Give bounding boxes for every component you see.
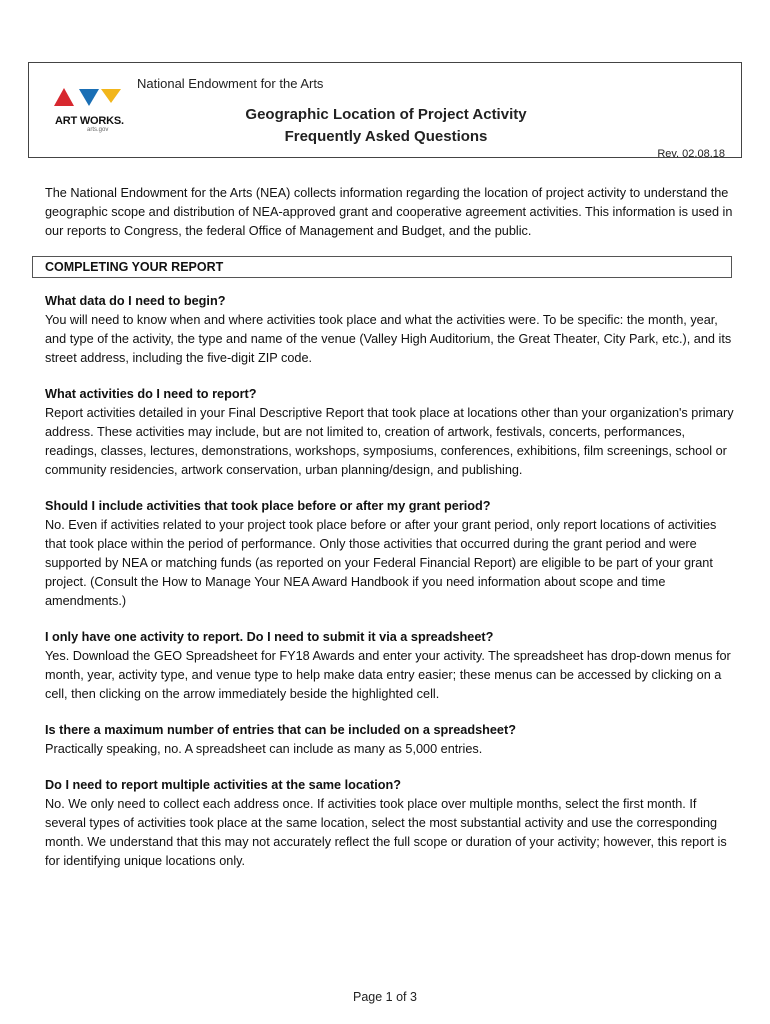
faq-answer: Practically speaking, no. A spreadsheet can include as many as 5,000 entries. bbox=[45, 742, 483, 756]
faq-answer: No. Even if activities related to your project took place before or after your grant period, only report locations of activities that took place within the period of performance. Only those activities that occurred during the grant period and were supported by NEA or matching funds (as reported on your Federal Financial Report) are eligible to be part of your grant project. (Consult the How to Manage Your NEA Award Handbook if you need information about scope and time amendments.) bbox=[45, 518, 717, 608]
faq-item bbox=[45, 721, 735, 759]
faq-item bbox=[45, 292, 735, 368]
logo-subtext: arts.gov bbox=[87, 127, 109, 133]
faq-item bbox=[45, 497, 735, 611]
section-heading: COMPLETING YOUR REPORT bbox=[32, 256, 732, 278]
logo-text: ART WORKS. bbox=[55, 115, 124, 127]
revision-date: Rev. 02.08.18 bbox=[657, 148, 725, 160]
title-line-2: Frequently Asked Questions bbox=[284, 128, 488, 145]
faq-item bbox=[45, 385, 735, 480]
faq-item bbox=[45, 776, 735, 871]
faq-answer: No. We only need to collect each address once. If activities took place over multiple months, select the first month. If several types of activities took place at the same location, select the most substantial activity and use the corresponding month. We understand that this may not accurately reflect the full scope or duration of your activity; however, this report is for identifying unique locations only. bbox=[45, 797, 727, 868]
faq-question: Should I include activities that took place before or after my grant period? bbox=[45, 499, 491, 513]
faq-answer: Yes. Download the GEO Spreadsheet for FY18 Awards and enter your activity. The spreadsheet has drop-down menus for month, year, activity type, and venue type to help make data entry easier; these menus can be accessed by clicking on a cell, then clicking on the arrow immediately beside the highlighted cell. bbox=[45, 649, 731, 701]
title-line-1: Geographic Location of Project Activity bbox=[245, 106, 527, 123]
faq-question: I only have one activity to report. Do I need to submit it via a spreadsheet? bbox=[45, 630, 494, 644]
org-name: National Endowment for the Arts bbox=[137, 76, 324, 91]
document-title bbox=[29, 104, 743, 148]
faq-question: What data do I need to begin? bbox=[45, 294, 226, 308]
logo-yellow-triangle bbox=[101, 89, 121, 103]
faq-answer: Report activities detailed in your Final Descriptive Report that took place at locations other than your organization's primary address. These activities may include, but are not limited to, creation of artwork, festivals, concerts, performances, readings, classes, lectures, demonstrations, workshops, symposiums, conferences, exhibitions, film screenings, school or community residencies, artwork conservation, urban planning/design, and publishing. bbox=[45, 406, 734, 477]
faq-question: What activities do I need to report? bbox=[45, 387, 257, 401]
document-header bbox=[28, 62, 742, 158]
faq-answer: You will need to know when and where activities took place and what the activities were. To be specific: the month, year, and type of the activity, the type and name of the venue (Valley High Auditorium, the Great Theater, City Park, etc.), and its street address, including the five-digit ZIP code. bbox=[45, 313, 732, 365]
intro-paragraph: The National Endowment for the Arts (NEA) collects information regarding the location of project activity to understand the geographic scope and distribution of NEA-approved grant and cooperative agreement activities. This information is used in our reports to Congress, the federal Office of Management and Budget, and the public. bbox=[45, 186, 733, 238]
faq-question: Is there a maximum number of entries that can be included on a spreadsheet? bbox=[45, 723, 516, 737]
document-body bbox=[45, 184, 735, 888]
page-number: Page 1 of 3 bbox=[353, 990, 417, 1004]
faq-question: Do I need to report multiple activities at the same location? bbox=[45, 778, 402, 792]
faq-item bbox=[45, 628, 735, 704]
